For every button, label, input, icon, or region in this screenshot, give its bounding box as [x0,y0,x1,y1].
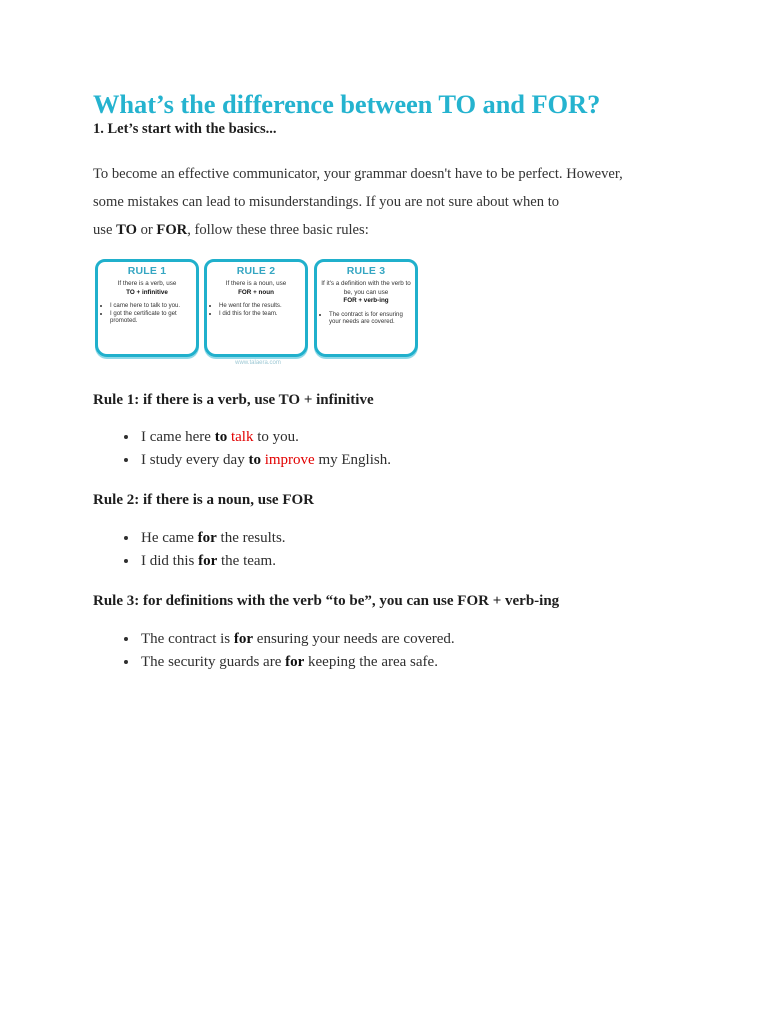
rule-card-rule [98,280,196,297]
rule-card-3 [314,259,418,357]
list-item [139,449,693,472]
example-text: I came here [141,429,215,445]
document-page [93,88,693,674]
page-title: What’s the difference between TO and FOR? [93,89,601,119]
rule-card-examples [317,311,415,326]
example-text: He came [141,530,198,546]
rule-card-rule-formula: FOR + noun [238,288,274,296]
example-text: to you. [253,429,299,445]
rule-card-rule-formula: TO + infinitive [126,288,168,296]
example-keyword: for [285,654,305,670]
rule-card-title: RULE 1 [127,265,167,277]
rule-card-rule-text: If there is a noun, use [225,280,287,287]
example-keyword: for [233,631,254,647]
rule-card-2 [204,259,308,357]
rule-2-examples [93,527,693,573]
intro-paragraph [93,160,693,244]
keyword-to: TO [116,222,137,238]
rule-card-example: • I got the certificate to get promoted. [110,310,192,325]
rule-card-examples [98,302,196,325]
rule-1-heading: Rule 1: if there is a verb, use TO + infinitive [93,392,374,408]
section-subtitle: 1. Let’s start with the basics... [93,121,277,137]
list-item [139,628,693,651]
rule-card-examples [207,302,305,317]
example-text: ensuring your needs are covered. [253,631,455,647]
example-text: the team. [217,553,276,569]
example-text: keeping the area safe. [304,654,438,670]
rule-card-example: • I did this for the team. [219,310,301,318]
rule-1-examples [93,426,693,472]
example-highlight: talk [230,429,254,445]
example-text: The security guards are [141,654,286,670]
rule-card-1 [95,259,199,357]
list-item [139,550,693,573]
list-item [139,651,693,674]
rule-3-examples [93,628,693,674]
example-text: I study every day [141,452,249,468]
rule-card-title: RULE 3 [346,265,386,277]
watermark-url: www.talaera.com [235,360,281,366]
example-keyword: to [214,429,228,445]
intro-line-3-start: use [93,222,117,238]
intro-line-2: some mistakes can lead to misunderstandings. If you are not sure about when to [93,194,560,210]
rule-card-rule [317,280,415,306]
intro-or: or [136,222,157,238]
rule-card-rule-formula: FOR + verb-ing [343,297,389,305]
example-text: The contract is [141,631,234,647]
rule-3-heading: Rule 3: for definitions with the verb “to be”, you can use FOR + verb-ing [93,593,560,609]
intro-line-3-end: , follow these three basic rules: [187,222,369,238]
example-keyword: to [248,452,261,468]
rule-2-heading: Rule 2: if there is a noun, use FOR [93,492,314,508]
rule-card-rule-text: If it's a definition with the verb to be, you can use [321,280,411,296]
intro-line-1: To become an effective communicator, your grammar doesn't have to be perfect. However, [93,166,623,182]
rules-infographic [93,254,423,374]
keyword-for: FOR [156,222,188,238]
example-text: I did this [141,553,199,569]
rule-card-rule [207,280,305,297]
example-highlight: improve [264,452,315,468]
example-text: my English. [314,452,391,468]
rule-card-example: • I came here to talk to you. [110,302,192,310]
list-item [139,527,693,550]
rule-card-title: RULE 2 [236,265,276,277]
rule-card-rule-text: If there is a verb, use [117,280,177,287]
rule-card-example: • The contract is for ensuring your needs are covered. [329,311,411,326]
rule-card-example: • He went for the results. [219,302,301,310]
example-text: the results. [216,530,286,546]
list-item [139,426,693,449]
example-keyword: for [197,530,217,546]
example-keyword: for [198,553,218,569]
